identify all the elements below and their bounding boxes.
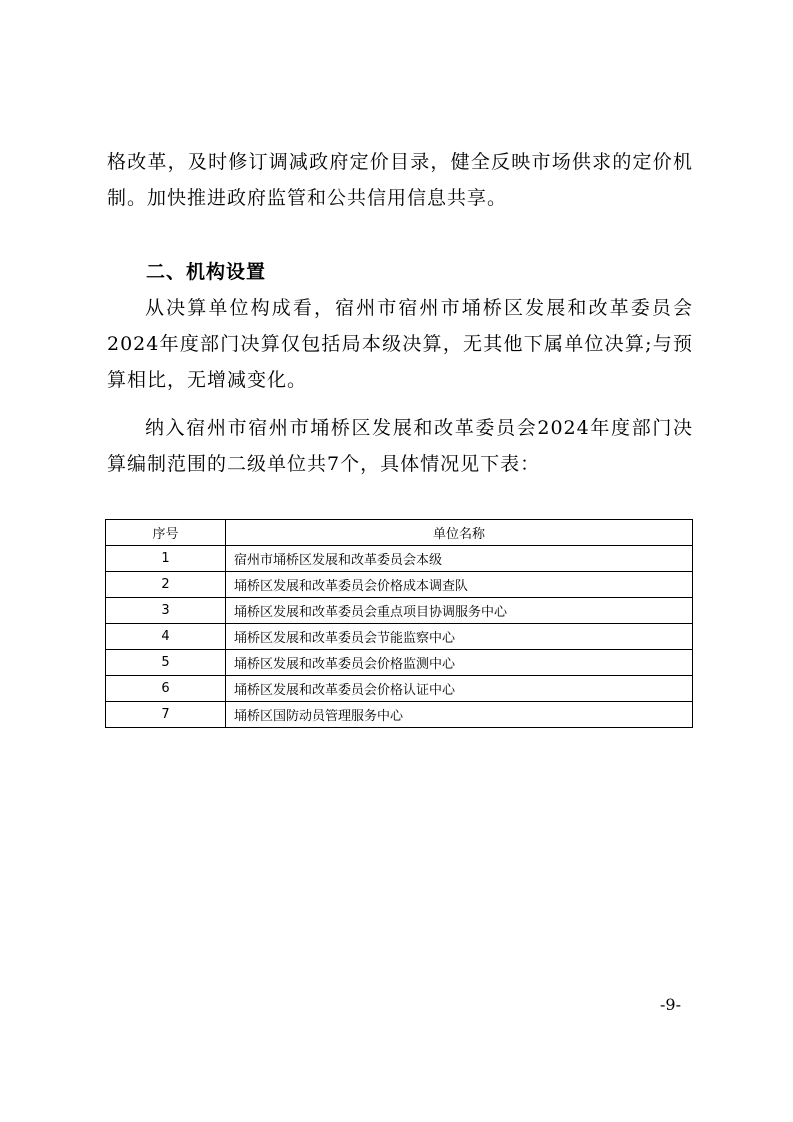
table-row (106, 650, 693, 676)
units-table (105, 519, 693, 728)
table-row (106, 598, 693, 624)
column-header-unit-name: 单位名称 (226, 520, 693, 546)
unit-name: 埇桥区发展和改革委员会价格认证中心 (226, 676, 693, 702)
row-number: 3 (106, 598, 226, 624)
column-header-number: 序号 (106, 520, 226, 546)
paragraph-budget-units: 从决算单位构成看，宿州市宿州市埇桥区发展和改革委员会2024年度部门决算仅包括局本级决算，无其他下属单位决算;与预算相比，无增减变化。 (107, 297, 693, 391)
row-number: 6 (106, 676, 226, 702)
unit-name: 宿州市埇桥区发展和改革委员会本级 (226, 546, 693, 572)
row-number: 7 (106, 702, 226, 728)
row-number: 2 (106, 572, 226, 598)
row-number: 4 (106, 624, 226, 650)
unit-name: 埇桥区发展和改革委员会价格成本调查队 (226, 572, 693, 598)
unit-name: 埇桥区发展和改革委员会重点项目协调服务中心 (226, 598, 693, 624)
paragraph-secondary-units: 纳入宿州市宿州市埇桥区发展和改革委员会2024年度部门决算编制范围的二级单位共7个，具体情况见下表： (107, 417, 693, 475)
row-number: 1 (106, 546, 226, 572)
table-row (106, 702, 693, 728)
unit-name: 埇桥区发展和改革委员会价格监测中心 (226, 650, 693, 676)
section-heading-organization: 二、机构设置 (146, 261, 267, 283)
unit-name: 埇桥区国防动员管理服务中心 (226, 702, 693, 728)
unit-name: 埇桥区发展和改革委员会节能监察中心 (226, 624, 693, 650)
table-header-row (106, 520, 693, 546)
table-row (106, 676, 693, 702)
page-number: -9- (660, 995, 681, 1014)
row-number: 5 (106, 650, 226, 676)
table-row (106, 624, 693, 650)
table-row (106, 572, 693, 598)
table-row (106, 546, 693, 572)
paragraph-pricing-reform: 格改革，及时修订调减政府定价目录，健全反映市场供求的定价机制。加快推进政府监管和公共信用信息共享。 (107, 151, 693, 209)
